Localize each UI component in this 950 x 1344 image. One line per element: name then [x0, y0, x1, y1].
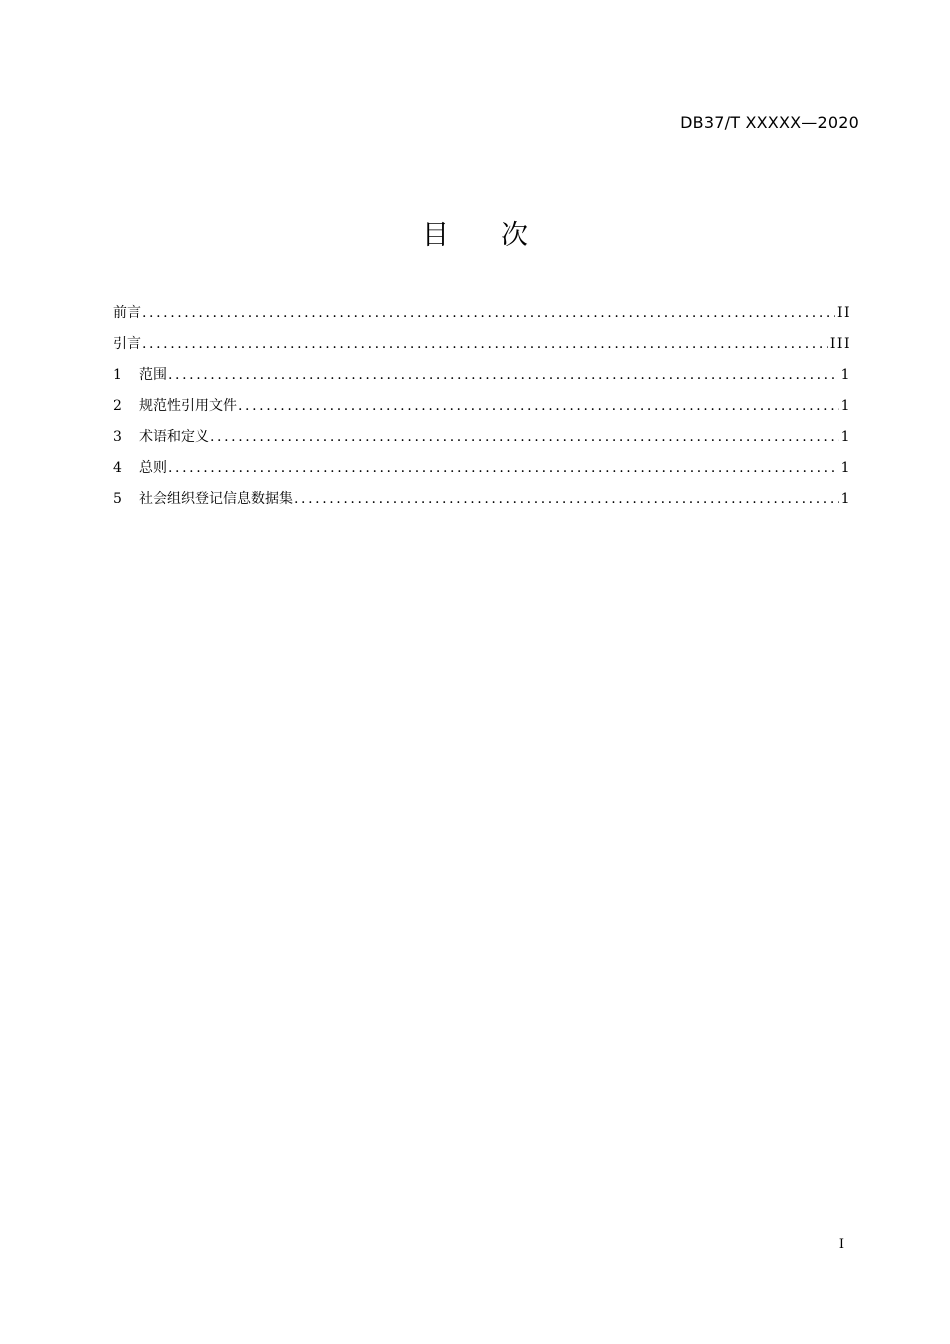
- toc-entry-number: 1: [113, 367, 122, 383]
- table-of-contents: [113, 302, 851, 519]
- toc-leader-dots: [168, 364, 839, 386]
- toc-leader-dots: [142, 333, 828, 355]
- toc-leader-dots: [294, 488, 839, 510]
- toc-entry-terms-definitions[interactable]: [113, 426, 851, 457]
- toc-entry-label: 前言: [113, 305, 141, 321]
- toc-entry-page: 1: [840, 398, 851, 414]
- toc-title: 目次: [422, 220, 580, 251]
- toc-entry-page: 1: [840, 429, 851, 445]
- toc-entry-number: 3: [113, 429, 122, 445]
- toc-entry-label: 社会组织登记信息数据集: [139, 491, 293, 507]
- toc-entry-page: 1: [840, 491, 851, 507]
- toc-entry-label: 规范性引用文件: [139, 398, 237, 414]
- toc-entry-dataset[interactable]: [113, 488, 851, 519]
- toc-entry-label: 总则: [139, 460, 167, 476]
- toc-entry-page: II: [836, 305, 851, 321]
- page-number: I: [838, 1237, 844, 1252]
- toc-entry-label: 引言: [113, 336, 141, 352]
- toc-entry-number: 4: [113, 460, 122, 476]
- toc-entry-page: 1: [840, 460, 851, 476]
- toc-entry-number: 5: [113, 491, 122, 507]
- toc-entry-page: III: [829, 336, 851, 352]
- toc-leader-dots: [238, 395, 839, 417]
- toc-entry-foreword[interactable]: [113, 302, 851, 333]
- toc-entry-introduction[interactable]: [113, 333, 851, 364]
- toc-entry-label: 范围: [139, 367, 167, 383]
- toc-entry-normative-references[interactable]: [113, 395, 851, 426]
- toc-entry-number: 2: [113, 398, 122, 414]
- toc-leader-dots: [142, 302, 835, 324]
- toc-entry-page: 1: [840, 367, 851, 383]
- toc-leader-dots: [168, 457, 839, 479]
- toc-entry-general[interactable]: [113, 457, 851, 488]
- toc-entry-label: 术语和定义: [139, 429, 209, 445]
- document-code: DB37/T XXXXX—2020: [680, 113, 859, 132]
- toc-leader-dots: [210, 426, 839, 448]
- toc-entry-scope[interactable]: [113, 364, 851, 395]
